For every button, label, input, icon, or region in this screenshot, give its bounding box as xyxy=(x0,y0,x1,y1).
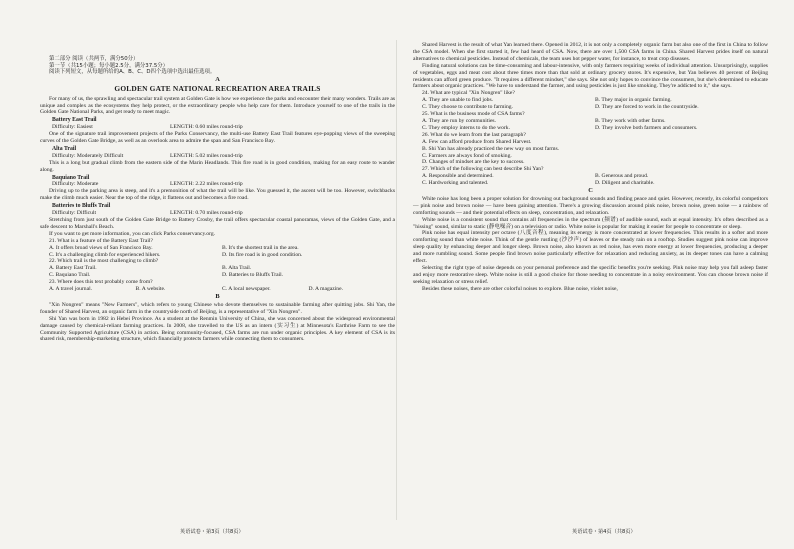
more-info: If you want to get more information, you can click Parks conservancy.org. xyxy=(49,230,216,237)
paragraph: "Xin Nongren" means "New Farmers", which refers to young Chinese who devote themselves to sustainable farming after quitting jobs. Shi Yan, the founder of Shared Harvest, an organic farm in the countryside north of Beijing, is a representative of "Xin Nongren". xyxy=(40,301,395,315)
paragraph: Shared Harvest is the result of what Yan learned there. Opened in 2012, it is not only a completely organic farm but also one of the first in China to follow the CSA model. When she first started it, few had heard of CSA. Now, there are over 1,500 CSA farms in China. Shared Harvest prides itself on natural alternatives to chemical pesticides. Instead of chemicals, the team uses hot pepper water, for instance, to treat crop diseases. xyxy=(413,42,768,62)
question-stem: 21. What is a feature of the Battery East Trail? xyxy=(49,237,153,244)
answer-option: D. Changes of mindset are the key to success. xyxy=(422,159,525,166)
answer-option: D. Diligent and charitable. xyxy=(595,180,655,187)
answer-options xyxy=(422,139,768,167)
answer-option: C. Baquiano Trail. xyxy=(49,272,91,279)
trail-difficulty: Difficulty: Difficult xyxy=(52,210,97,217)
question-stem: 27. Which of the following can best describe Shi Yan? xyxy=(422,166,544,173)
passage-b xyxy=(40,302,395,343)
question-stem: 22. Which trail is the most challenging to climb? xyxy=(49,258,159,265)
question-group-a xyxy=(40,238,395,293)
answer-option: B. Generous and proud. xyxy=(595,173,649,180)
answer-option: A. It offers broad views of San Francisco Bay. xyxy=(49,244,153,251)
paragraph: Selecting the right type of noise depends on your personal preference and the specific benefits you're seeking. Pink noise may help you fall asleep faster and enjoy more restorative sleep. White noise is still a good choice for those needing to concentrate in a noisy environment. You can choose brown noise if seeking relaxation or stress relief. xyxy=(413,265,768,285)
answer-option: A. They are run by communities. xyxy=(422,117,496,124)
answer-option: C. They employ interns to do the work. xyxy=(422,124,510,131)
trail-description: Stretching from just south of the Golden Gate Bridge to Battery Crosby, the trail offers spectacular coastal panoramas, views of the Golden Gate, and a safe descent to Marshall's Beach. xyxy=(40,217,395,230)
answer-option: C. Farmers are always fond of smoking. xyxy=(422,152,512,159)
subsection-title: 第一节（共15小题；每小题2.5分，满分37.5分） xyxy=(49,62,169,69)
passage-b-letter: B xyxy=(215,292,220,300)
trail-name: Baquiano Trail xyxy=(52,174,90,181)
trail-name: Alta Trail xyxy=(52,145,77,152)
answer-option: A. A travel journal. xyxy=(49,286,93,293)
answer-option: A. Few can afford produce from Shared Harvest. xyxy=(422,138,532,145)
answer-options xyxy=(49,265,395,279)
answer-option: C. A local newspaper. xyxy=(222,286,271,293)
answer-option: D. Its fire road is in good condition. xyxy=(222,251,303,258)
left-page xyxy=(40,56,395,343)
instruction: 阅读下列短文，从每题所给的A、B、C、D四个选项中选出最佳选项。 xyxy=(49,69,216,76)
answer-option: C. It's a challenging climb for experienced hikers. xyxy=(49,251,161,258)
trail-length: LENGTH: 0.70 miles round-trip xyxy=(170,210,243,217)
question-stem: 24. What are typical "Xin Nongren" like? xyxy=(422,90,515,97)
answer-option: B. Alta Trail. xyxy=(222,265,252,272)
paragraph: White noise is a consistent sound that contains all frequencies in the spectrum (频谱) of audible sound, each at equal intensity. It's often described as a "hissing" sound, similar to static (静电噪音) on a television or radio. White noise is popular for making it easier for people to concentrate or sleep. xyxy=(413,216,768,230)
answer-options xyxy=(422,118,768,132)
answer-options xyxy=(49,245,395,259)
answer-option: B. Shi Yan has already practiced the new way on most farms. xyxy=(422,145,560,152)
trail-meta xyxy=(52,153,395,160)
section-title: 第二部分 阅读（共两节，满分50分） xyxy=(49,56,139,62)
passage-b-continued xyxy=(413,42,768,90)
answer-options xyxy=(49,286,395,293)
answer-option: C. They choose to contribute to farming. xyxy=(422,104,513,111)
answer-option: D. They are forced to work in the countryside. xyxy=(595,104,699,111)
passage-a-letter: A xyxy=(215,75,220,83)
trail-length: LENGTH: 2.22 miles round-trip xyxy=(170,181,243,188)
question-stem: 26. What do we learn from the last paragraph? xyxy=(422,131,526,138)
paragraph: Pink noise has equal intensity per octave (八度音程), meaning its energy is more concentrated at lower frequencies. This results in a softer and more comforting sound than white noise. Think of the gentle rustling (沙沙声) of leaves or the steady rain on a rooftop. Studies suggest pink noise can improve sleep quality by enhancing deeper and longer sleep. Brown noise, also known as red noise, has even more energy at lower frequencies, producing a deeper and more rumbling sound. Some people find brown noise particularly effective for relaxation and reducing anxiety, as its deeper tones can have a calming effect. xyxy=(413,230,768,265)
answer-option: B. They work with other farms. xyxy=(595,117,666,124)
paragraph: Shi Yan was born in 1982 in Hebei Province. As a student at the Renmin University of China, she was concerned about the widespread environmental damage caused by chemical-reliant farming practices. In 2008, she travelled to the US as an intern (实习生) at Minnesota's Earthrise Farm to see the Community Supported Agriculture (CSA) in action. Being community-focused, CSA farms are run under organic principles. A key element of CSA is its shared risk, membership-marketing structure, which financially protects farmers while connecting them to consumers. xyxy=(40,315,395,343)
page-divider xyxy=(396,40,397,520)
answer-option: D. Batteries to Bluffs Trail. xyxy=(222,272,284,279)
trail-length: LENGTH: 0.60 miles round-trip xyxy=(170,124,243,131)
trail-description: One of the signature trail improvement projects of the Parks Conservancy, the multi-use Battery East Trail features eye-popping views of the sweeping curves of the Golden Gate Bridge, as well as an overlook area to admire the span and San Francisco Bay. xyxy=(40,131,395,145)
trail-difficulty: Difficulty: Moderately Difficult xyxy=(52,152,124,159)
trail-name: Batteries to Bluffs Trail xyxy=(52,203,111,210)
trail-list xyxy=(40,117,395,231)
question-stem: 25. What is the business mode of CSA farms? xyxy=(422,111,525,118)
trail-description: Driving up to the parking area is steep, and it's a premonition of what the trail will be like. You guessed it, the ascent will be too. However, switchbacks make the climb much easier. Near the top of the ridge, it flattens out and becomes a fire road. xyxy=(40,188,395,202)
trail-difficulty: Difficulty: Easiest xyxy=(52,124,93,131)
answer-option: A. They are unable to find jobs. xyxy=(422,97,494,104)
passage-c-letter: C xyxy=(588,187,593,195)
answer-option: D. They involve both farmers and consumers. xyxy=(595,124,698,131)
trail-length: LENGTH: 5.02 miles round-trip xyxy=(170,152,243,159)
right-page xyxy=(413,42,768,293)
answer-option: B. They major in organic farming. xyxy=(595,97,672,104)
right-footer: 英语试卷・第4页（共8页） xyxy=(572,529,636,535)
paragraph: White noise has long been a proper solution for drowning out background sounds and finding peace and quiet. However, recently, its colorful competitors — pink noise and brown noise — have been gaining attention. There's a growing discussion around pink noise, brown noise, green noise — a rainbow of comforting sounds — and their potential effects on sleep, concentration, and relaxation. xyxy=(413,195,768,216)
answer-option: D. A magazine. xyxy=(308,286,343,293)
answer-option: A. Battery East Trail. xyxy=(49,265,97,272)
answer-option: C. Hardworking and talented. xyxy=(422,180,489,187)
answer-options xyxy=(422,173,768,187)
passage-a-intro: For many of us, the sprawling and spectacular trail system at Golden Gate is how we experience the parks and encounter their many wonders. Trails are as unique and complex as the ecosystems they help protect, or the extraordinary people who help care for them. Introduce yourself to one of the trails in the Golden Gate National Parks, and get ready to meet magic. xyxy=(40,95,395,116)
answer-option: B. A website. xyxy=(135,286,166,293)
left-footer: 英语试卷・第3页（共8页） xyxy=(180,529,244,535)
question-group-b xyxy=(413,90,768,187)
answer-options xyxy=(422,97,768,111)
trail-name: Battery East Trail xyxy=(52,117,97,124)
paragraph: Besides these noises, there are other colorful noises to explore. Blue noise, violet noise, xyxy=(422,285,618,292)
trail-difficulty: Difficulty: Moderate xyxy=(52,181,99,188)
passage-c xyxy=(413,196,768,293)
answer-option: B. It's the shortest trail in the area. xyxy=(222,244,299,251)
trail-meta xyxy=(52,210,395,217)
answer-option: A. Responsible and determined. xyxy=(422,173,494,180)
trail-description: This is a long but gradual climb from the eastern side of the Marin Headlands. This fire road is in good condition, making for an easy route to wander along. xyxy=(40,159,395,173)
question-stem: 23. Where does this text probably come from? xyxy=(49,279,153,286)
paragraph: Finding natural solutions can be time-consuming and labour-intensive, with only farmers requiring weeks of individual attention. Unsurprisingly, supplies of vegetables, eggs and meat cost about three times more than that sold at ordinary grocery stores. It's expensive, but Yan believes 40 percent of Beijing residents can afford green produce. "It requires a different mindset," she says. She not only hopes to convince the consumers, but she's determined to educate farmers about organic practices. "We have to understand the farmer, and using pesticides is just like smoking. They're addicted to it," she says. xyxy=(413,62,768,90)
passage-a-title: GOLDEN GATE NATIONAL RECREATION AREA TRAILS xyxy=(114,83,321,93)
